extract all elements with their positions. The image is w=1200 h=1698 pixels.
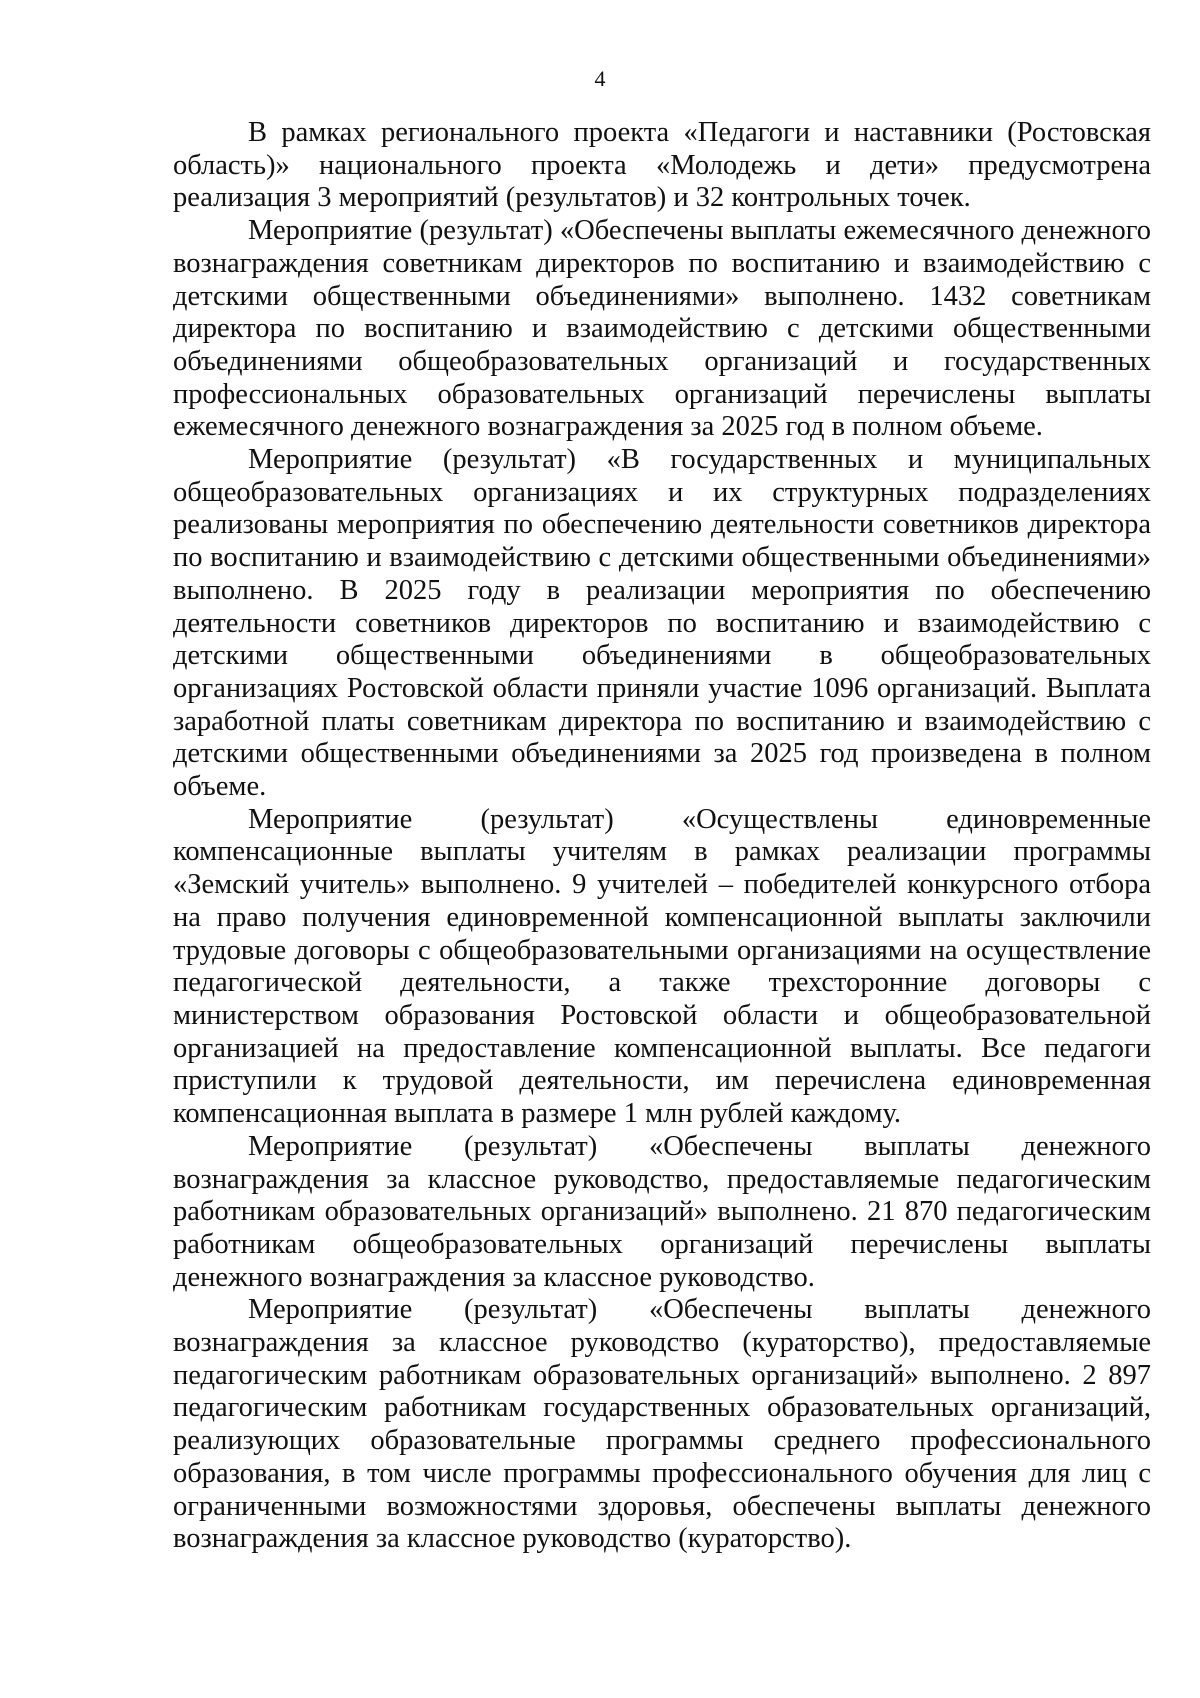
paragraph-advisor-activities: Мероприятие (результат) «В государственных и муниципальных общеобразовательных организациях и их структурных подразделениях реализованы мероприятия по обеспечению деятельности советников директора по воспитанию и взаимодействию с детскими общественными объединениями» выполнено. В 2025 году в реализации мероприятия по обеспечению деятельности советников директоров по воспитанию и взаимодействию с детскими общественными объединениями в общеобразовательных организациях Ростовской области приняли участие 1096 организаций. Выплата заработной платы советникам директора по воспитанию и взаимодействию с детскими общественными объединениями за 2025 год произведена в полном объеме.: [173, 444, 1151, 803]
paragraph-class-management: Мероприятие (результат) «Обеспечены выплаты денежного вознаграждения за классное руководство, предоставляемые педагогическим работникам образовательных организаций» выполнено. 21 870 педагогическим работникам общеобразовательных организаций перечислены выплаты денежного вознаграждения за классное руководство.: [173, 1130, 1151, 1293]
paragraph-intro: В рамках регионального проекта «Педагоги и наставники (Ростовская область)» национального проекта «Молодежь и дети» предусмотрена реализация 3 мероприятий (результатов) и 32 контрольных точек.: [173, 117, 1151, 214]
paragraph-zemsky-teacher: Мероприятие (результат) «Осуществлены единовременные компенсационные выплаты учителям в рамках реализации программы «Земский учитель» выполнено. 9 учителей – победителей конкурсного отбора на право получения единовременной компенсационной выплаты заключили трудовые договоры с общеобразовательными организациями на осуществление педагогической деятельности, а также трехсторонние договоры с министерством образования Ростовской области и общеобразовательной организацией на предоставление компенсационной выплаты. Все педагоги приступили к трудовой деятельности, им перечислена единовременная компенсационная выплата в размере 1 млн рублей каждому.: [173, 803, 1151, 1130]
document-body: [173, 117, 1151, 1556]
page-number: 4: [594, 66, 606, 91]
paragraph-advisor-payments: Мероприятие (результат) «Обеспечены выплаты ежемесячного денежного вознаграждения советникам директоров по воспитанию и взаимодействию с детскими общественными объединениями» выполнено. 1432 советникам директора по воспитанию и взаимодействию с детскими общественными объединениями общеобразовательных организаций и государственных профессиональных образовательных организаций перечислены выплаты ежемесячного денежного вознаграждения за 2025 год в полном объеме.: [173, 215, 1151, 443]
paragraph-curatorship: Мероприятие (результат) «Обеспечены выплаты денежного вознаграждения за классное руководство (кураторство), предоставляемые педагогическим работникам образовательных организаций» выполнено. 2 897 педагогическим работникам государственных образовательных организаций, реализующих образовательные программы среднего профессионального образования, в том числе программы профессионального обучения для лиц с ограниченными возможностями здоровья, обеспечены выплаты денежного вознаграждения за классное руководство (кураторство).: [173, 1294, 1151, 1555]
